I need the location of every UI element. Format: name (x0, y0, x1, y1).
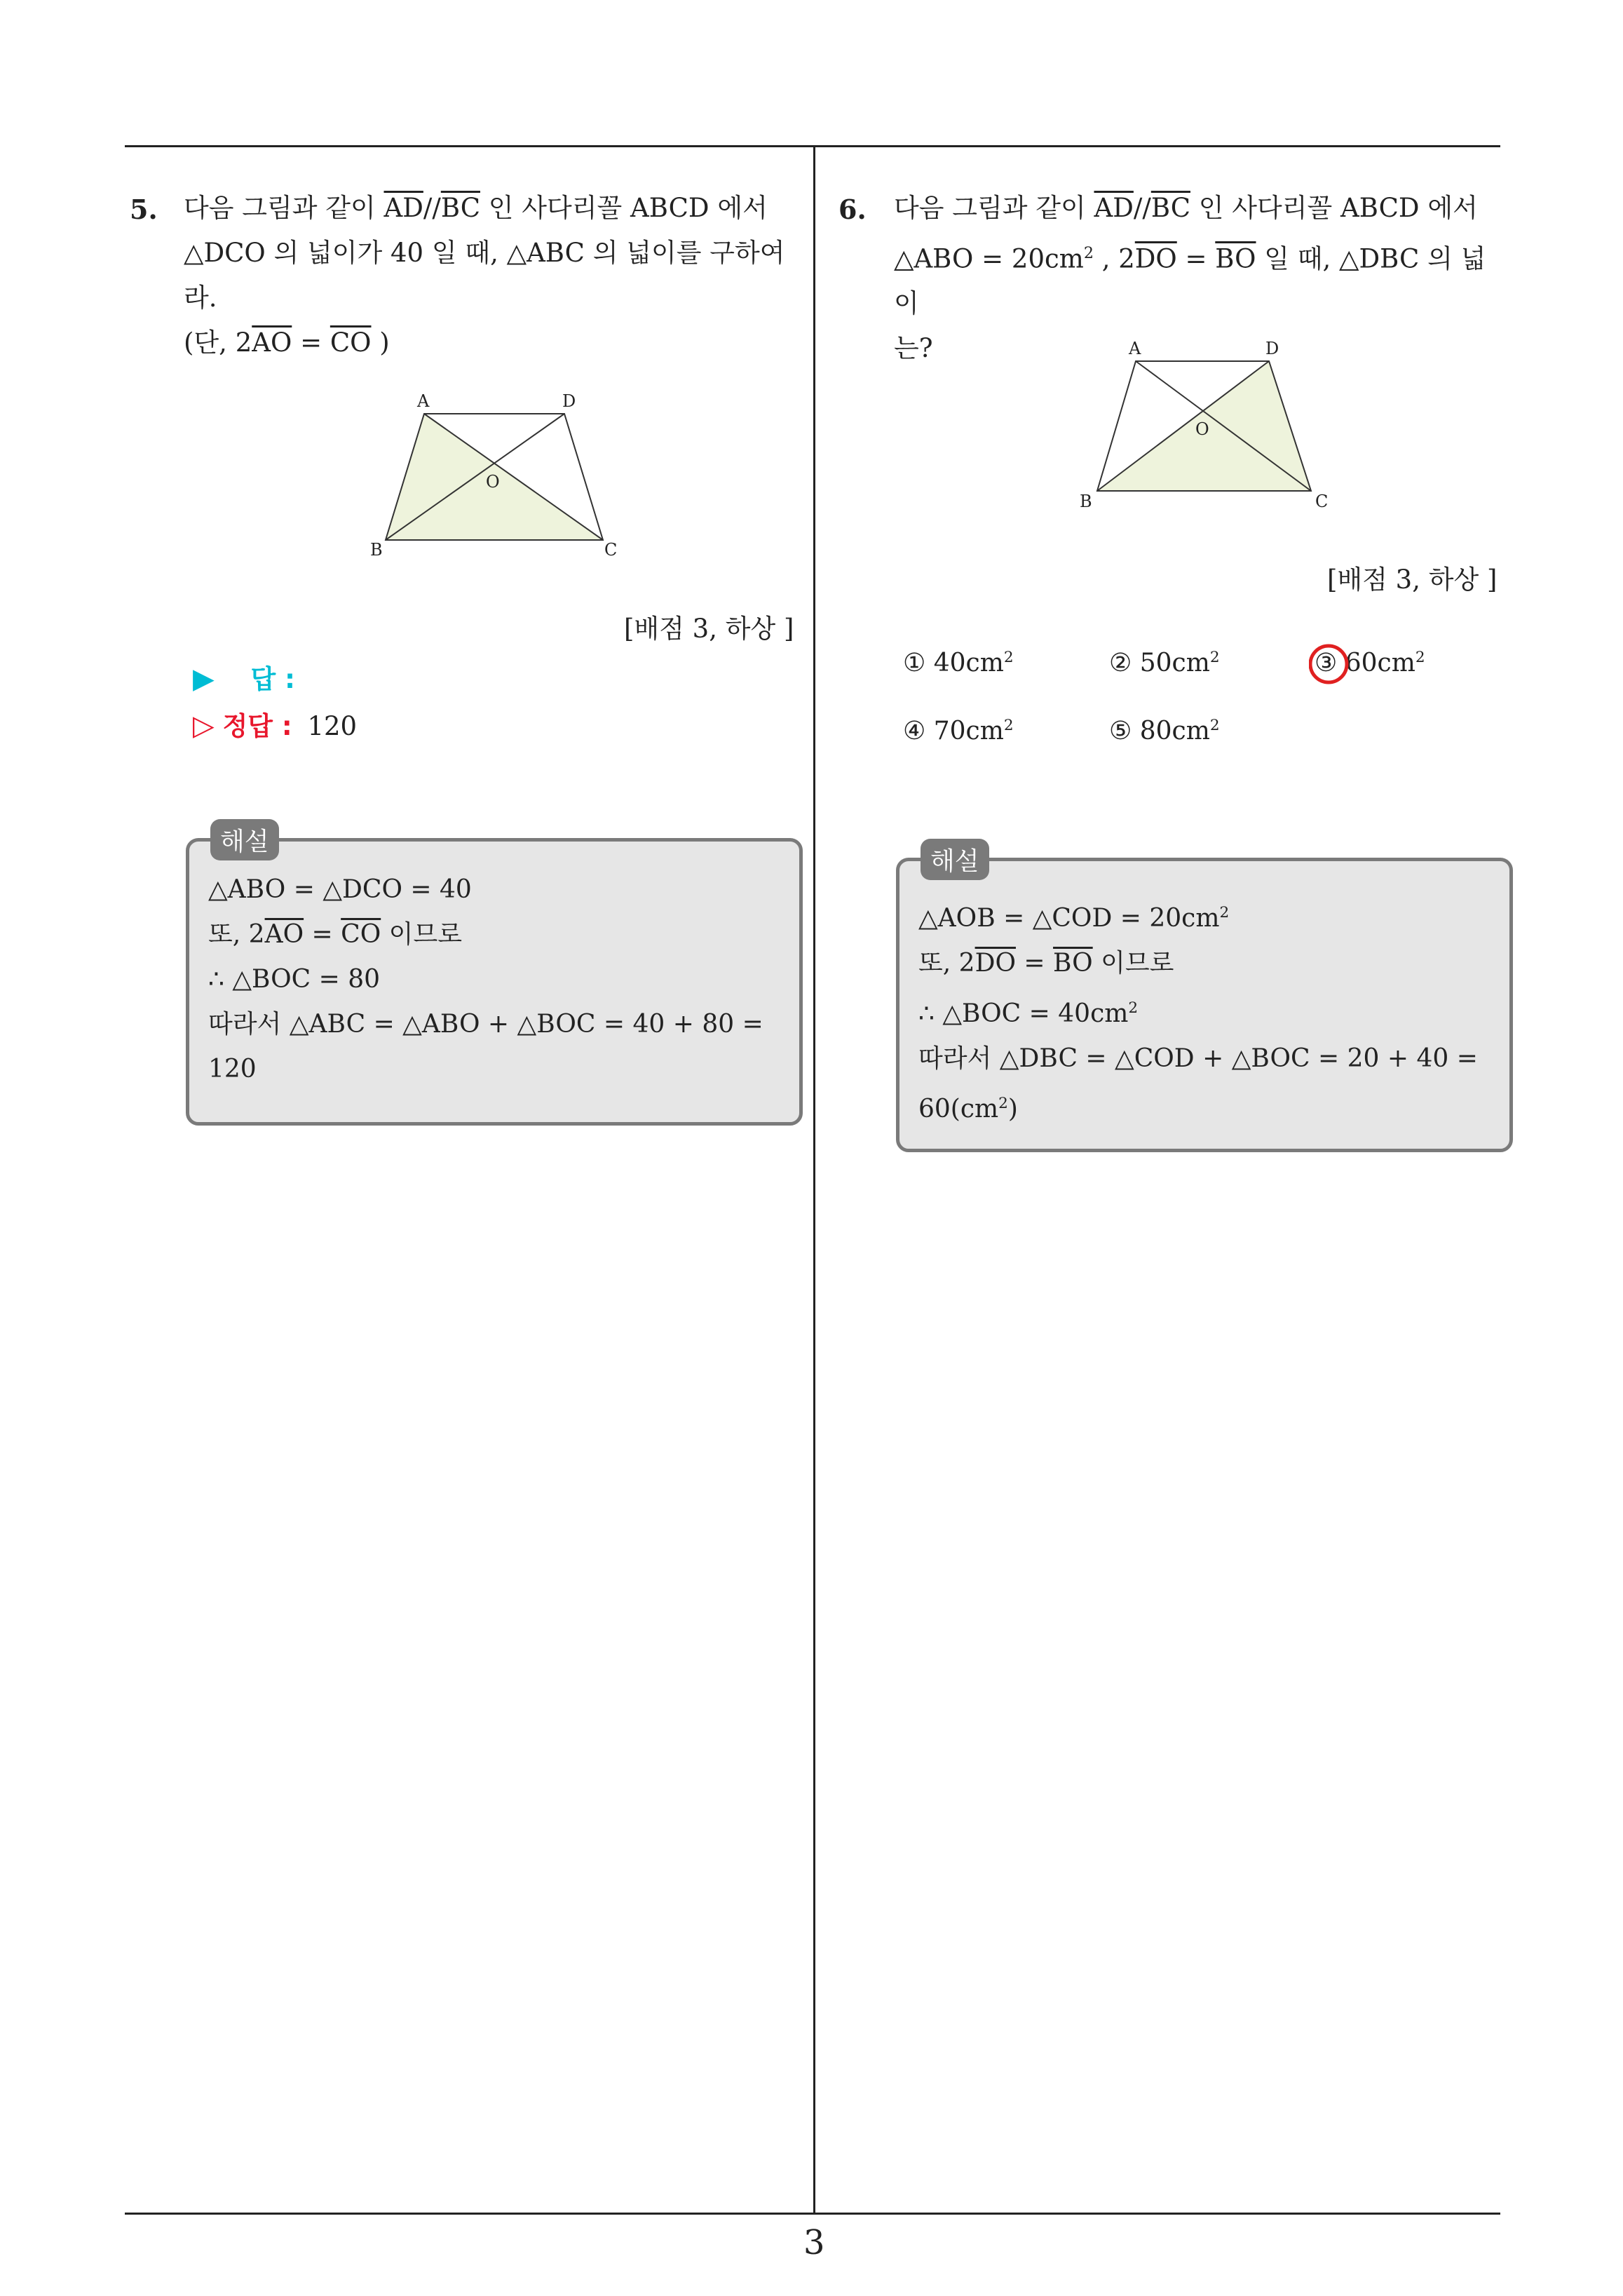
question-line-2: △DCO 의 넓이가 40 일 때, △ABC 의 넓이를 구하여 (184, 238, 785, 268)
question-line-1: 다음 그림과 같이 $\overline{AD}//\overline{BC}$ 인 사다리꼴 ABCD 에서 (894, 193, 1478, 223)
label-o: O (1195, 419, 1209, 439)
choice-5[interactable]: ⑤ $80cm^2$ (1109, 717, 1220, 745)
question-condition: (단, $2\overline{AO} = \overline{CO}$ ) (184, 327, 390, 358)
score-label: [배점 3, 하상 ] (624, 614, 794, 644)
solution-line: △AOB = △COD = $20cm^2$ (918, 904, 1230, 933)
question-line-1: 다음 그림과 같이 $\overline{AD}//\overline{BC}$ 인 사다리꼴 ABCD 에서 (184, 193, 768, 223)
trapezoid-diagram-6 (1066, 337, 1346, 519)
choice-mark: ① (903, 649, 926, 677)
solution-lines (918, 891, 1500, 1132)
choice-text: 60cm (1345, 649, 1415, 677)
choice-mark: ⑤ (1109, 717, 1132, 745)
answer-label: 답 : (250, 664, 295, 694)
choice-text: 40cm (933, 649, 1004, 677)
solution-line: ∴ △BOC = 80 (208, 965, 381, 994)
choice-text: 70cm (933, 717, 1004, 745)
choice-mark: ③ (1315, 649, 1338, 677)
label-d: D (1265, 339, 1279, 358)
score-label: [배점 3, 하상 ] (1327, 565, 1498, 595)
choice-2[interactable]: ② $50cm^2$ (1109, 649, 1220, 677)
solution-lines (208, 867, 783, 1092)
solution-line: 또, $2\overline{AO} = \overline{CO}$ 이므로 (208, 920, 462, 949)
solution-line: 따라서 △ABC = △ABO + △BOC = 40 + 80 = (208, 1010, 763, 1039)
label-c: C (604, 540, 618, 560)
choice-mark: ② (1109, 649, 1132, 677)
question-number: 6. (838, 194, 867, 225)
question-line-3: 는? (894, 333, 933, 364)
label-c: C (1315, 492, 1329, 511)
question-line-3: 라. (184, 283, 217, 313)
solution-line: 120 (208, 1055, 257, 1083)
label-a: A (1129, 339, 1141, 358)
correct-label: 정답 : (222, 711, 292, 741)
solution-line: 또, $2\overline{DO} = \overline{BO}$ 이므로 (918, 949, 1174, 978)
solution-line: △ABO = △DCO = 40 (208, 875, 472, 904)
choice-text: 80cm (1139, 717, 1210, 745)
correct-answer-row (193, 705, 357, 743)
choice-mark: ④ (903, 717, 926, 745)
label-a: A (417, 391, 430, 411)
answer-row (193, 658, 295, 696)
choice-3[interactable]: ③ $60cm^2$ (1315, 649, 1425, 677)
question-line-2: △ABO = $20cm^2$ , $2\overline{DO} = \overline{BO}$ 일 때, △DBC 의 넓이 (894, 243, 1486, 319)
choice-4[interactable]: ④ $70cm^2$ (903, 717, 1014, 745)
solution-tag: 해설 (921, 839, 989, 880)
label-b: B (1080, 492, 1092, 511)
trapezoid-diagram-5 (358, 386, 638, 568)
choice-text: 50cm (1139, 649, 1210, 677)
selected-circle-icon (1309, 643, 1351, 685)
answer-arrow-icon: ▶ (193, 663, 215, 695)
choice-1[interactable]: ① $40cm^2$ (903, 649, 1014, 677)
label-o: O (486, 472, 500, 492)
page-number: 3 (803, 2223, 825, 2262)
correct-arrow-icon: ▷ (193, 710, 215, 742)
label-b: B (370, 540, 383, 560)
question-text (184, 186, 801, 365)
top-rule (125, 145, 1500, 147)
solution-tag: 해설 (210, 819, 279, 860)
bottom-rule (125, 2213, 1500, 2215)
solution-line: $60(cm^2)$ (918, 1095, 1018, 1123)
column-divider (813, 145, 815, 2214)
solution-line: ∴ △BOC = $40cm^2$ (918, 999, 1139, 1028)
label-d: D (562, 391, 576, 411)
question-number: 5. (130, 194, 158, 225)
solution-line: 따라서 △DBC = △COD + △BOC = 20 + 40 = (918, 1044, 1478, 1073)
correct-value: 120 (307, 711, 358, 741)
